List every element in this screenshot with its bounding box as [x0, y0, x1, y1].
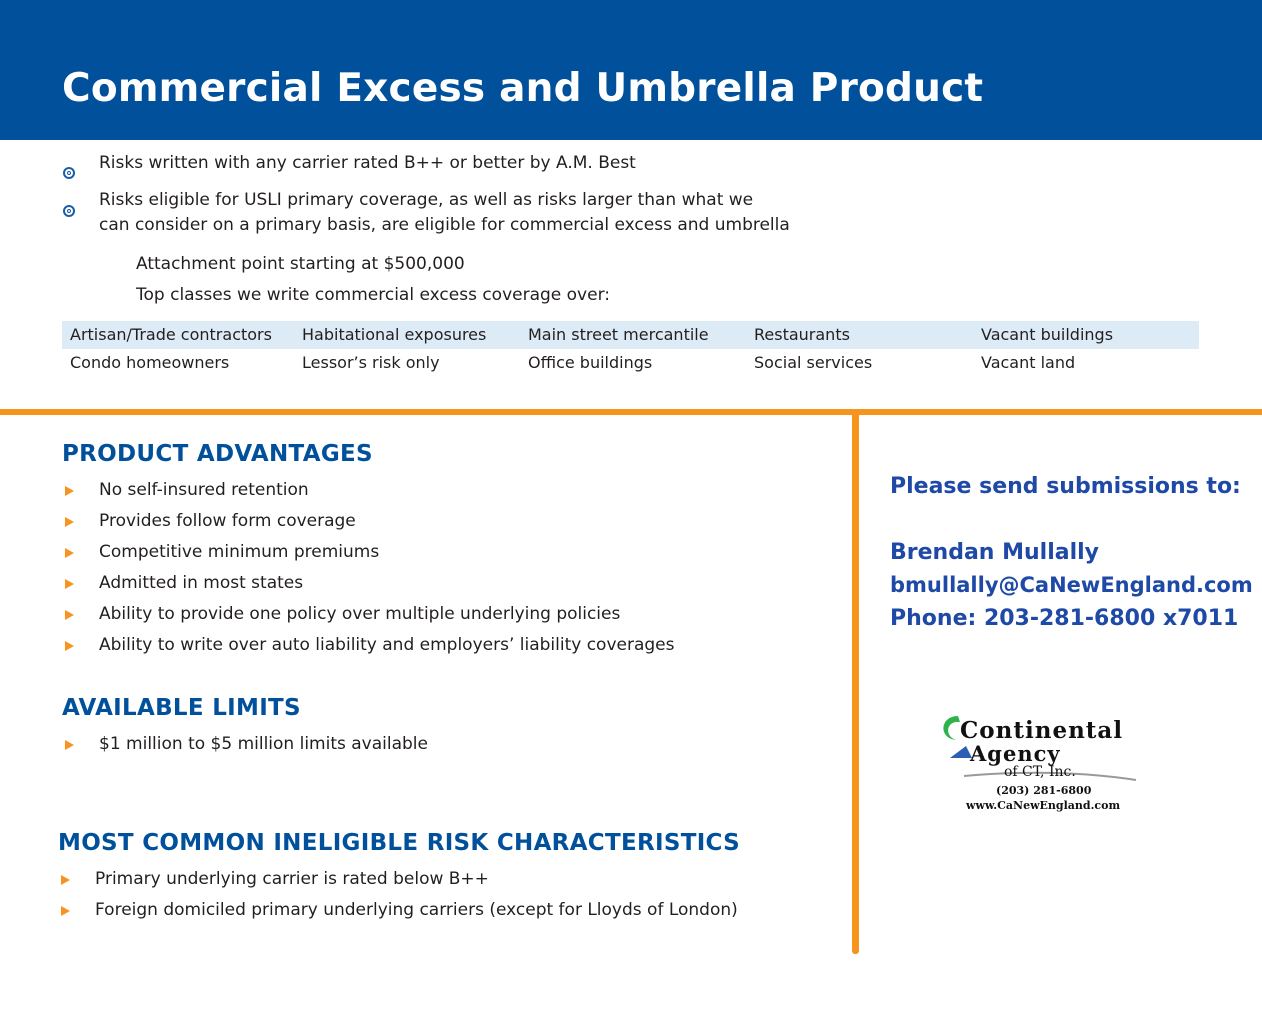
table-row	[62, 321, 1199, 349]
vertical-divider	[852, 409, 859, 954]
table-cell: Habitational exposures	[302, 325, 487, 344]
logo-line-1: Continental	[960, 717, 1124, 744]
list-item: Ability to provide one policy over multiple underlying policies	[99, 604, 621, 624]
page-title: Commercial Excess and Umbrella Product	[62, 66, 984, 111]
arrow-bullet-icon	[65, 579, 74, 589]
list-item: Ability to write over auto liability and employers’ liability coverages	[99, 635, 675, 655]
table-cell: Vacant buildings	[981, 325, 1114, 344]
logo-line-3: of CT, Inc.	[1004, 764, 1076, 780]
top-classes-table	[62, 321, 1199, 377]
product-advantages-title: PRODUCT ADVANTAGES	[62, 441, 373, 467]
arrow-bullet-icon	[65, 641, 74, 651]
table-cell: Artisan/Trade contractors	[70, 325, 272, 344]
available-limits-title: AVAILABLE LIMITS	[62, 695, 301, 721]
list-item: Admitted in most states	[99, 573, 304, 593]
contact-name: Brendan Mullally	[890, 540, 1100, 565]
top-classes-intro: Top classes we write commercial excess coverage over:	[136, 285, 610, 305]
intro-bullet-2-line-2: can consider on a primary basis, are eligible for commercial excess and umbrella	[99, 215, 790, 235]
intro-bullet-2-line-1: Risks eligible for USLI primary coverage, as well as risks larger than what we	[99, 190, 754, 210]
table-row	[62, 349, 1199, 377]
list-item: Competitive minimum premiums	[99, 542, 380, 562]
attachment-point: Attachment point starting at $500,000	[136, 254, 465, 274]
logo-line-2: Agency	[970, 741, 1061, 766]
table-cell: Condo homeowners	[70, 353, 230, 372]
ineligible-risk-title: MOST COMMON INELIGIBLE RISK CHARACTERISTICS	[58, 830, 741, 856]
contact-email[interactable]: bmullally@CaNewEngland.com	[890, 573, 1253, 597]
circle-bullet-icon	[63, 167, 75, 179]
table-cell: Office buildings	[528, 353, 653, 372]
table-cell: Social services	[754, 353, 873, 372]
company-logo	[936, 710, 1176, 820]
table-cell: Lessor’s risk only	[302, 353, 440, 372]
list-item: Foreign domiciled primary underlying carriers (except for Lloyds of London)	[95, 900, 738, 920]
arrow-bullet-icon	[61, 906, 70, 916]
circle-bullet-icon	[63, 205, 75, 217]
arrow-bullet-icon	[65, 548, 74, 558]
header-banner	[0, 0, 1262, 140]
list-item: No self-insured retention	[99, 480, 309, 500]
table-cell: Vacant land	[981, 353, 1076, 372]
submission-heading: Please send submissions to:	[890, 474, 1241, 499]
arrow-bullet-icon	[61, 875, 70, 885]
contact-phone: Phone: 203-281-6800 x7011	[890, 606, 1239, 631]
table-cell: Main street mercantile	[528, 325, 709, 344]
table-cell: Restaurants	[754, 325, 850, 344]
intro-bullet-1: Risks written with any carrier rated B++ or better by A.M. Best	[99, 153, 636, 173]
arrow-bullet-icon	[65, 610, 74, 620]
list-item: Primary underlying carrier is rated below B++	[95, 869, 489, 889]
arrow-bullet-icon	[65, 517, 74, 527]
logo-website: www.CaNewEngland.com	[966, 799, 1121, 812]
arrow-bullet-icon	[65, 740, 74, 750]
horizontal-divider	[0, 409, 1262, 415]
arrow-bullet-icon	[65, 486, 74, 496]
list-item: $1 million to $5 million limits available	[99, 734, 428, 754]
list-item: Provides follow form coverage	[99, 511, 356, 531]
logo-phone: (203) 281-6800	[996, 784, 1092, 797]
